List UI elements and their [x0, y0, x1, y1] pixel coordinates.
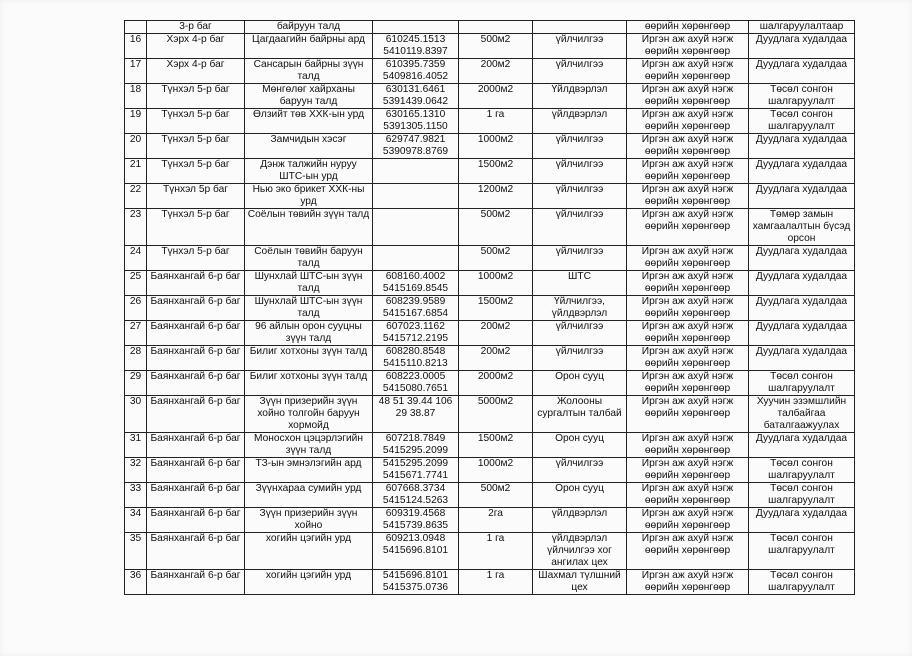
table-row — [125, 271, 855, 296]
cell-coordinates: 610245.1513 5410119.8397 — [373, 34, 459, 59]
cell-area: 2000м2 — [459, 371, 533, 396]
cell-no: 18 — [125, 84, 147, 109]
cell-area: 200м2 — [459, 321, 533, 346]
cell-area: 2000м2 — [459, 84, 533, 109]
cell-no: 20 — [125, 134, 147, 159]
cell-purpose: үйлчилгээ — [533, 59, 627, 84]
cell-location: Мөнгөлөг хайрханы баруун талд — [245, 84, 373, 109]
cell-method: Дуудлага худалдаа — [749, 159, 855, 184]
cell-method: Дуудлага худалдаа — [749, 346, 855, 371]
cell-area: 500м2 — [459, 34, 533, 59]
cell-method: Хуучин эзэмшлийн талбайгаа баталгаажуулах — [749, 396, 855, 433]
cell-no: 29 — [125, 371, 147, 396]
cell-bag: Түнхэл 5-р баг — [147, 84, 245, 109]
cell-location: Зүүн призерийн зүүн хойно толгойн баруун хормойд — [245, 396, 373, 433]
cell-no: 16 — [125, 34, 147, 59]
table-row — [125, 246, 855, 271]
cell-coordinates: 629747.9821 5390978.8769 — [373, 134, 459, 159]
cell-area: 1000м2 — [459, 134, 533, 159]
cell-location: Зүүн призерийн зүүн хойно — [245, 508, 373, 533]
cell-no: 17 — [125, 59, 147, 84]
cell-area — [459, 21, 533, 34]
cell-purpose: үйлчилгээ — [533, 458, 627, 483]
cell-location: Билиг хотхоны зүүн талд — [245, 371, 373, 396]
cell-funding: Иргэн аж ахуй нэгж өөрийн хөрөнгөөр — [627, 296, 749, 321]
cell-no: 25 — [125, 271, 147, 296]
cell-no: 23 — [125, 209, 147, 246]
table-row — [125, 59, 855, 84]
table-row — [125, 508, 855, 533]
cell-method: Төсөл сонгон шалгаруулалт — [749, 483, 855, 508]
cell-bag: Түнхэл 5-р баг — [147, 246, 245, 271]
cell-bag: Хэрх 4-р баг — [147, 59, 245, 84]
table-row — [125, 483, 855, 508]
cell-method: Дуудлага худалдаа — [749, 59, 855, 84]
cell-bag: Түнхэл 5-р баг — [147, 109, 245, 134]
cell-funding: өөрийн хөрөнгөөр — [627, 21, 749, 34]
cell-purpose: үйлчилгээ — [533, 246, 627, 271]
cell-purpose: Жолооны сургалтын талбай — [533, 396, 627, 433]
cell-coordinates: 608223.0005 5415080.7651 — [373, 371, 459, 396]
cell-location: Шунхлай ШТС-ын зүүн талд — [245, 271, 373, 296]
cell-purpose: үйлчилгээ — [533, 34, 627, 59]
table-row — [125, 184, 855, 209]
cell-no: 19 — [125, 109, 147, 134]
cell-purpose: үйлчилгээ — [533, 346, 627, 371]
table-row — [125, 159, 855, 184]
cell-location: хогийн цэгийн урд — [245, 570, 373, 595]
cell-purpose: үйлчилгээ — [533, 209, 627, 246]
cell-no: 32 — [125, 458, 147, 483]
cell-funding: Иргэн аж ахуй нэгж өөрийн хөрөнгөөр — [627, 433, 749, 458]
cell-purpose — [533, 21, 627, 34]
cell-bag: Баянхангай 6-р баг — [147, 346, 245, 371]
cell-method: Дуудлага худалдаа — [749, 508, 855, 533]
cell-purpose: үйлдвэрлэл үйлчилгээ хог ангилах цех — [533, 533, 627, 570]
cell-coordinates: 607218.7849 5415295.2099 — [373, 433, 459, 458]
cell-area: 1 га — [459, 109, 533, 134]
cell-location: ТЗ-ын эмнэлэгийн ард — [245, 458, 373, 483]
cell-no: 34 — [125, 508, 147, 533]
cell-area: 5000м2 — [459, 396, 533, 433]
cell-bag: Түнхэл 5р баг — [147, 184, 245, 209]
cell-coordinates: 607023.1162 5415712.2195 — [373, 321, 459, 346]
cell-method: Төсөл сонгон шалгаруулалт — [749, 533, 855, 570]
cell-coordinates: 608239.9589 5415167.6854 — [373, 296, 459, 321]
cell-purpose: Үйлчилгээ, үйлдвэрлэл — [533, 296, 627, 321]
cell-funding: Иргэн аж ахуй нэгж өөрийн хөрөнгөөр — [627, 246, 749, 271]
cell-area: 200м2 — [459, 346, 533, 371]
cell-funding: Иргэн аж ахуй нэгж өөрийн хөрөнгөөр — [627, 371, 749, 396]
cell-method: Төсөл сонгон шалгаруулалт — [749, 570, 855, 595]
cell-coordinates: 607668.3734 5415124.5263 — [373, 483, 459, 508]
cell-bag: Баянхангай 6-р баг — [147, 396, 245, 433]
cell-location: байруун талд — [245, 21, 373, 34]
table-body — [125, 21, 855, 595]
cell-method: Төсөл сонгон шалгаруулалт — [749, 458, 855, 483]
cell-coordinates — [373, 246, 459, 271]
cell-purpose: үйлчилгээ — [533, 134, 627, 159]
cell-location: 96 айлын орон сууцны зүүн талд — [245, 321, 373, 346]
cell-funding: Иргэн аж ахуй нэгж өөрийн хөрөнгөөр — [627, 109, 749, 134]
cell-bag: Баянхангай 6-р баг — [147, 458, 245, 483]
cell-funding: Иргэн аж ахуй нэгж өөрийн хөрөнгөөр — [627, 209, 749, 246]
cell-bag: Баянхангай 6-р баг — [147, 271, 245, 296]
cell-bag: Баянхангай 6-р баг — [147, 321, 245, 346]
cell-method: Дуудлага худалдаа — [749, 321, 855, 346]
cell-method: Дуудлага худалдаа — [749, 184, 855, 209]
cell-coordinates: 608160.4002 5415169.8545 — [373, 271, 459, 296]
cell-purpose: үйлчилгээ — [533, 321, 627, 346]
cell-area: 1000м2 — [459, 271, 533, 296]
cell-coordinates — [373, 21, 459, 34]
cell-no: 26 — [125, 296, 147, 321]
cell-purpose: үйлдвэрлэл — [533, 109, 627, 134]
table-row — [125, 321, 855, 346]
cell-area: 200м2 — [459, 59, 533, 84]
cell-bag: Баянхангай 6-р баг — [147, 433, 245, 458]
cell-area: 1500м2 — [459, 296, 533, 321]
cell-purpose: Шахмал түлшний цех — [533, 570, 627, 595]
cell-no: 21 — [125, 159, 147, 184]
cell-area: 1500м2 — [459, 159, 533, 184]
cell-bag: Баянхангай 6-р баг — [147, 570, 245, 595]
cell-area: 500м2 — [459, 209, 533, 246]
cell-no: 27 — [125, 321, 147, 346]
cell-bag: Баянхангай 6-р баг — [147, 296, 245, 321]
cell-location: Сансарын байрны зүүн талд — [245, 59, 373, 84]
cell-bag: Баянхангай 6-р баг — [147, 371, 245, 396]
cell-no: 24 — [125, 246, 147, 271]
cell-no: 30 — [125, 396, 147, 433]
cell-purpose: Үйлдвэрлэл — [533, 84, 627, 109]
cell-bag: Баянхангай 6-р баг — [147, 508, 245, 533]
cell-coordinates — [373, 184, 459, 209]
cell-method: Дуудлага худалдаа — [749, 433, 855, 458]
cell-location: Шунхлай ШТС-ын зүүн талд — [245, 296, 373, 321]
cell-method: Төсөл сонгон шалгаруулалт — [749, 109, 855, 134]
cell-method: Дуудлага худалдаа — [749, 34, 855, 59]
cell-location: Өлзийт төв ХХК-ын урд — [245, 109, 373, 134]
table-row — [125, 346, 855, 371]
cell-coordinates — [373, 209, 459, 246]
cell-coordinates: 5415696.8101 5415375.0736 — [373, 570, 459, 595]
cell-funding: Иргэн аж ахуй нэгж өөрийн хөрөнгөөр — [627, 458, 749, 483]
cell-area: 1 га — [459, 570, 533, 595]
cell-method: Дуудлага худалдаа — [749, 134, 855, 159]
cell-coordinates: 48 51 39.44 106 29 38.87 — [373, 396, 459, 433]
cell-funding: Иргэн аж ахуй нэгж өөрийн хөрөнгөөр — [627, 396, 749, 433]
cell-coordinates: 630165.1310 5391305.1150 — [373, 109, 459, 134]
cell-location: Зүүнхараа сумийн урд — [245, 483, 373, 508]
cell-area: 500м2 — [459, 483, 533, 508]
cell-purpose: үйлчилгээ — [533, 184, 627, 209]
cell-coordinates: 609213.0948 5415696.8101 — [373, 533, 459, 570]
cell-no: 36 — [125, 570, 147, 595]
cell-method: Төсөл сонгон шалгаруулалт — [749, 84, 855, 109]
cell-bag: Хэрх 4-р баг — [147, 34, 245, 59]
cell-bag: Баянхангай 6-р баг — [147, 533, 245, 570]
cell-method: Дуудлага худалдаа — [749, 271, 855, 296]
cell-no: 31 — [125, 433, 147, 458]
cell-location: Нью эко брикет ХХК-ны урд — [245, 184, 373, 209]
cell-bag: Түнхэл 5-р баг — [147, 134, 245, 159]
cell-coordinates: 630131.6461 5391439.0642 — [373, 84, 459, 109]
cell-funding: Иргэн аж ахуй нэгж өөрийн хөрөнгөөр — [627, 134, 749, 159]
table-row — [125, 533, 855, 570]
table-row — [125, 84, 855, 109]
cell-funding: Иргэн аж ахуй нэгж өөрийн хөрөнгөөр — [627, 321, 749, 346]
cell-coordinates: 5415295.2099 5415671.7741 — [373, 458, 459, 483]
cell-funding: Иргэн аж ахуй нэгж өөрийн хөрөнгөөр — [627, 184, 749, 209]
cell-no: 35 — [125, 533, 147, 570]
cell-area: 1000м2 — [459, 458, 533, 483]
cell-location: Моносхон цэцэрлэгийн зүүн талд — [245, 433, 373, 458]
table-row — [125, 34, 855, 59]
cell-area: 1200м2 — [459, 184, 533, 209]
cell-funding: Иргэн аж ахуй нэгж өөрийн хөрөнгөөр — [627, 346, 749, 371]
cell-method: шалгаруулалтаар — [749, 21, 855, 34]
table-row — [125, 458, 855, 483]
cell-method: Дуудлага худалдаа — [749, 246, 855, 271]
cell-no: 33 — [125, 483, 147, 508]
cell-area: 2га — [459, 508, 533, 533]
cell-funding: Иргэн аж ахуй нэгж өөрийн хөрөнгөөр — [627, 34, 749, 59]
cell-location: Замчидын хэсэг — [245, 134, 373, 159]
cell-no: 22 — [125, 184, 147, 209]
cell-location: хогийн цэгийн урд — [245, 533, 373, 570]
cell-funding: Иргэн аж ахуй нэгж өөрийн хөрөнгөөр — [627, 508, 749, 533]
cell-method: Төсөл сонгон шалгаруулалт — [749, 371, 855, 396]
table-row — [125, 134, 855, 159]
cell-bag: Түнхэл 5-р баг — [147, 159, 245, 184]
table-row — [125, 209, 855, 246]
cell-method: Дуудлага худалдаа — [749, 296, 855, 321]
cell-area: 500м2 — [459, 246, 533, 271]
cell-coordinates: 609319.4568 5415739.8635 — [373, 508, 459, 533]
cell-funding: Иргэн аж ахуй нэгж өөрийн хөрөнгөөр — [627, 59, 749, 84]
cell-funding: Иргэн аж ахуй нэгж өөрийн хөрөнгөөр — [627, 570, 749, 595]
cell-funding: Иргэн аж ахуй нэгж өөрийн хөрөнгөөр — [627, 159, 749, 184]
table-row — [125, 109, 855, 134]
cell-purpose: үйлдвэрлэл — [533, 508, 627, 533]
cell-location: Цагдаагийн байрны ард — [245, 34, 373, 59]
continuation-row — [125, 21, 855, 34]
cell-bag: Түнхэл 5-р баг — [147, 209, 245, 246]
cell-location: Соёлын төвийн зүүн талд — [245, 209, 373, 246]
cell-area: 1500м2 — [459, 433, 533, 458]
cell-purpose: үйлчилгээ — [533, 159, 627, 184]
table-row — [125, 433, 855, 458]
cell-location: Дэнж талжийн нуруу ШТС-ын урд — [245, 159, 373, 184]
cell-location: Билиг хотхоны зүүн талд — [245, 346, 373, 371]
table-row — [125, 371, 855, 396]
cell-bag: 3-р баг — [147, 21, 245, 34]
cell-location: Соёлын төвийн баруун талд — [245, 246, 373, 271]
table-row — [125, 296, 855, 321]
cell-no: 28 — [125, 346, 147, 371]
table-row — [125, 396, 855, 433]
table-row — [125, 570, 855, 595]
cell-area: 1 га — [459, 533, 533, 570]
cell-purpose: Орон сууц — [533, 371, 627, 396]
land-allocation-table — [124, 20, 855, 595]
cell-coordinates: 610395.7359 5409816.4052 — [373, 59, 459, 84]
cell-coordinates: 608280.8548 5415110.8213 — [373, 346, 459, 371]
cell-purpose: ШТС — [533, 271, 627, 296]
cell-no — [125, 21, 147, 34]
cell-coordinates — [373, 159, 459, 184]
cell-funding: Иргэн аж ахуй нэгж өөрийн хөрөнгөөр — [627, 271, 749, 296]
cell-funding: Иргэн аж ахуй нэгж өөрийн хөрөнгөөр — [627, 533, 749, 570]
cell-method: Төмөр замын хамгаалалтын бүсэд орсон — [749, 209, 855, 246]
cell-funding: Иргэн аж ахуй нэгж өөрийн хөрөнгөөр — [627, 84, 749, 109]
cell-bag: Баянхангай 6-р баг — [147, 483, 245, 508]
cell-purpose: Орон сууц — [533, 433, 627, 458]
cell-purpose: Орон сууц — [533, 483, 627, 508]
cell-funding: Иргэн аж ахуй нэгж өөрийн хөрөнгөөр — [627, 483, 749, 508]
